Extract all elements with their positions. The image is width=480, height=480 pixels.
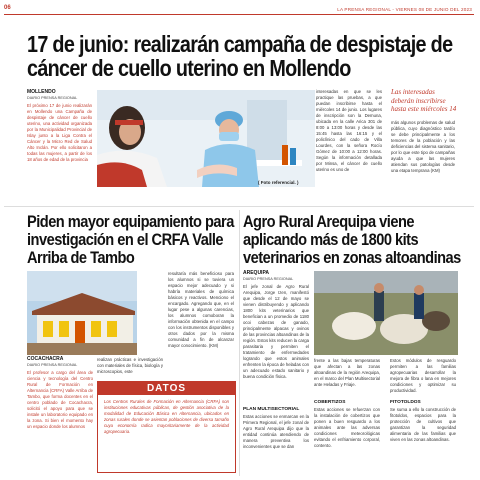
datos-text: Los Centros Rurales de Formación en Alternancia (CRFA) son instituciones educativas públicas, de gestión asociativa de la modalidad de Educación Básica en Alternancia, ubicados en zonas rurales donde se asientan poblaciones de diversa tamaño cuya economía radica mayoritariamente de la actividad agropecuaria. (104, 399, 229, 434)
article1-headline-line1[interactable]: 17 de junio: realizarán campaña de despistaje de (27, 31, 453, 57)
column-divider (239, 210, 240, 476)
article3-photo (314, 271, 458, 355)
article3-column2b: Estas acciones se refuerzan con la instalación de cobertizos que ponen a buen resguardo a los animales ante las adversas condiciones meteorológicas evitando el enfriamiento corporal, contento. (314, 407, 380, 448)
section-divider (4, 206, 474, 207)
article2-source: DIARIO PRENSA REGIONAL (27, 363, 78, 367)
article1-photo (97, 90, 315, 187)
article3-column1: El jefe zonal de Agro Rural Arequipa, Jorge Izen, manifestó que desde el 12 de mayo se vienen distribuyendo y aplicando 1800 kits veterinarios que benefician a un promedio de 1180 ocoi cabezas de ganado, principalmente alpacas y ovinos de las provincias altoandinas de la región. Estos kits reducen la carga parasitaria y permiten el tratamiento de enfermedades logrando que estos animales enfrenten la época de heladas con un adecuado estado sanitario y buena condición física. (243, 284, 309, 379)
article2-headline-line3[interactable]: Arriba de Tambo (27, 248, 135, 267)
article1-headline-line2[interactable]: cáncer de cuello uterino en Mollendo (27, 55, 351, 81)
page-number: 06 (4, 5, 11, 11)
article2-photo (27, 271, 137, 355)
article3-source: DIARIO PRENSA REGIONAL (243, 277, 294, 281)
datos-title: DATOS (98, 382, 235, 395)
article3-subhead-fitotoldos: FITOTOLDOS (390, 400, 421, 405)
doctor-patient-illustration (97, 90, 315, 187)
header-rule (4, 14, 474, 15)
article2-location: COCACHACRA (27, 356, 64, 362)
article3-headline-line2[interactable]: aplicando más de 1800 kits (243, 230, 419, 249)
article3-column3: Estos módulos de resguardo permiten a las familias agropecuarias desarrollar la mejora de fibra o lana en mejores condiciones y optimizar su productividad. (390, 358, 456, 393)
article3-location: AREQUIPA (243, 270, 270, 276)
article2-column1: El profesor a cargo del área de ciencia y tecnología del Centro Rural de Formación en Alternancia (CRFA) Valle Arriba de Tambo, que forma docentes en el centro poblado de Cocachacra, solicitó el apoyo para que se instale un laboratorio equipado en la zona. Si bien el momento hay un espacio donde los alumnos (27, 370, 93, 429)
article1-column1: El próximo 17 de junio realizarán en Mollendo una Campaña de despistaje de cáncer de cuello uterino, una actividad organizada por la Municipalidad Provincial de Islay junto a la Liga Contra el Cáncer y la Micro Red de Salud Alto Inclán. Por ello solicitaron a todas las mujeres, a partir de los 18 años de edad de la provincia (27, 103, 92, 162)
article2-headline-line1[interactable]: Piden mayor equipamiento para (27, 212, 234, 231)
article1-photo-caption: ( Foto referencial. ) (258, 180, 299, 185)
article2-column3: resultaría más beneficioso para los alumnos si se tuviera un espacio mejor adecuado y si habría materiales de química básicos y reactivos. Menciono el encargado. Agregando que, en el lugar pese a algunas carencias, los alumnos comoboran la información obtenida en el campo con los instrumentos disponibles y otros dados por la misma comunidad a fin de alcanzar mayor conocimiento. (KM) (168, 271, 234, 348)
article3-subhead-cobertizos: COBERTIZOS (314, 400, 346, 405)
alpacas-vets-illustration (314, 271, 458, 355)
article1-location: MOLLENDO (27, 89, 56, 95)
article1-source: DIARIO PRENSA REGIONAL (27, 96, 78, 100)
article3-column3b: Se suma a ello la construcción de fitotoldos, espacios para la protección de cultivos que garantizan la seguridad alimentaria de las familias que viven en las zonas altoandinas. (390, 407, 456, 442)
article3-headline-line3[interactable]: veterinarios en zonas altoandinas (243, 248, 461, 267)
article3-headline-line1[interactable]: Agro Rural Arequipa viene (243, 212, 414, 231)
article2-column2: realizan prácticas e investigación con materiales de física, biología y microscopios, este (97, 357, 163, 374)
datos-box (97, 381, 236, 473)
article2-headline-line2[interactable]: investigación en el CRFA Valle (27, 230, 224, 249)
article1-column3: más algunos problemas de salud pública, cuyo diagnóstico tardío se debe principalmente a los temores de la población y las deficiencias del sistema sanitario, por lo que este tipo de campañas ayuda a que las mujeres atiendan sus patologías desde una etapa temprana (KM) (391, 120, 455, 173)
article1-column2: interesadas en que se les practique las pruebas, a que puedan inscribirse hasta el miércoles 14 de junio. Los lugares de inscripción son la Demuna, ubicada en la calle Arica 301 de 8:00 a 13:00 horas y desde las 15:45 hasta las 16:15 y el policlínico del cado de Villa Lourdes, con la señora Rocío Gómez de 10:00 a 12:00 horas. Según la información detallada por Minsa, el cáncer de cuello uterino es uno de (316, 89, 382, 172)
school-building-illustration (27, 271, 137, 355)
article3-column1b: Estas acciones se enmarcan en la Primera Regional, el jefe zonal de Agro Rural Arequipa dijo que la entidad continúa atendiendo de manera preventiva los inconvenientes que se dan (243, 414, 309, 449)
article3-column2: frente a las bajas temperaturas que afectan a las zonas altoandinas de la región Arequipa, en el marco del Plan Multisectorial ante Heladas y Friaje. (314, 358, 380, 387)
article1-side-note: Las interesadas deberán inscribirse hasta este miércoles 14 (391, 88, 457, 113)
newspaper-date: LA PRENSA REGIONAL - VIERNES 08 DE JUNIO DEL 2023 (337, 7, 472, 12)
article3-subhead-plan: PLAN MULTISECTORIAL (243, 407, 300, 412)
